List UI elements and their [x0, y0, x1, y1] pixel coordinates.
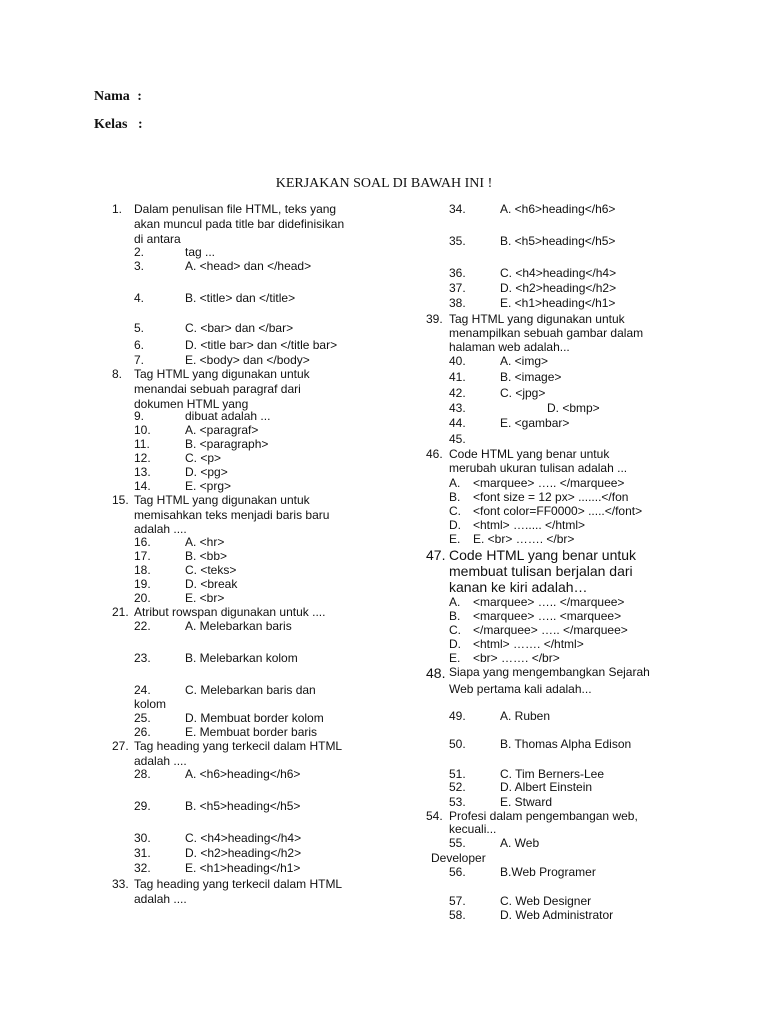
question-number: 18.	[134, 563, 151, 577]
question-text: menampilkan sebuah gambar dalam	[449, 326, 644, 340]
question-number: 53.	[449, 795, 466, 809]
question-number: 51.	[449, 767, 466, 781]
question-text: E. <h1>heading</h1>	[185, 861, 301, 875]
question-text: Tag HTML yang digunakan untuk	[134, 367, 310, 381]
question-text: menandai sebuah paragraf dari	[134, 382, 301, 396]
question-number: 17.	[134, 549, 151, 563]
question-text: adalah ....	[134, 754, 187, 768]
question-text: B.Web Programer	[500, 865, 596, 879]
question-text: D.	[449, 637, 461, 651]
question-text: <html> …..... </html>	[473, 518, 586, 532]
question-text: C. <p>	[185, 451, 222, 465]
question-number: 28.	[134, 767, 151, 781]
question-text: adalah ....	[134, 522, 187, 536]
question-text: C. <h4>heading</h4>	[500, 266, 617, 280]
question-number: 50.	[449, 737, 466, 751]
question-number: 8.	[112, 367, 123, 381]
question-text: membuat tulisan berjalan dari	[449, 563, 633, 579]
question-text: <font color=FF0000> .....</font>	[473, 504, 643, 518]
question-number: 1.	[112, 202, 123, 216]
question-text: A. Melebarkan baris	[185, 619, 292, 633]
question-text: di antara	[134, 232, 181, 246]
question-text: halaman web adalah...	[449, 340, 570, 354]
question-text: Siapa yang mengembangkan Sejarah	[449, 665, 650, 679]
question-number: 5.	[134, 321, 145, 335]
question-number: 15.	[112, 493, 129, 507]
question-text: Atribut rowspan digunakan untuk ....	[134, 605, 326, 619]
question-text: C. Tim Berners-Lee	[500, 767, 605, 781]
question-number: 23.	[134, 651, 151, 665]
question-number: 48.	[426, 665, 446, 681]
question-number: 2.	[134, 245, 145, 259]
question-number: 10.	[134, 423, 151, 437]
question-number: 6.	[134, 338, 145, 352]
question-number: 43.	[449, 401, 466, 415]
question-number: 32.	[134, 861, 151, 875]
question-text: <br> ……. </br>	[473, 651, 560, 665]
question-number: 29.	[134, 799, 151, 813]
question-text: </marquee> ….. </marquee>	[473, 623, 628, 637]
question-number: 38.	[449, 296, 466, 310]
question-text: memisahkan teks menjadi baris baru	[134, 508, 330, 522]
question-text: D. <pg>	[185, 465, 228, 479]
question-number: 41.	[449, 370, 466, 384]
question-text: E. <gambar>	[500, 416, 570, 430]
question-text: Developer	[431, 851, 486, 865]
question-number: 35.	[449, 234, 466, 248]
page-title: KERJAKAN SOAL DI BAWAH INI !	[275, 176, 493, 191]
question-text: tag ...	[185, 245, 216, 259]
question-text: <marquee> ….. <marquee>	[473, 609, 622, 623]
question-number: 57.	[449, 894, 466, 908]
nama-label: Nama :	[94, 89, 142, 104]
question-text: Code HTML yang benar untuk	[449, 447, 610, 461]
question-number: 30.	[134, 831, 151, 845]
question-text: E.	[449, 532, 461, 546]
question-number: 4.	[134, 291, 145, 305]
question-text: <marquee> ….. </marquee>	[473, 595, 625, 609]
question-text: D. Membuat border kolom	[185, 711, 324, 725]
question-text: dibuat adalah ...	[185, 409, 271, 423]
question-number: 16.	[134, 535, 151, 549]
question-text: C. <teks>	[185, 563, 237, 577]
question-text: B. <h5>heading</h5>	[185, 799, 301, 813]
question-text: kecuali...	[449, 822, 497, 836]
question-text: B. <paragraph>	[185, 437, 269, 451]
question-number: 27.	[112, 739, 129, 753]
question-text: A.	[449, 476, 461, 490]
question-text: A. <img>	[500, 354, 549, 368]
question-number: 52.	[449, 780, 466, 794]
question-text: Code HTML yang benar untuk	[449, 547, 637, 563]
question-text: dokumen HTML yang	[134, 397, 249, 411]
question-number: 55.	[449, 836, 466, 850]
question-number: 56.	[449, 865, 466, 879]
question-number: 24.	[134, 683, 151, 697]
question-text: E. <br> ……. </br>	[473, 532, 575, 546]
question-text: B. Melebarkan kolom	[185, 651, 298, 665]
question-text: adalah ....	[134, 892, 187, 906]
question-text: B. <image>	[500, 370, 562, 384]
question-text: Web pertama kali adalah...	[449, 682, 592, 696]
question-text: D. <title bar> dan </title bar>	[185, 338, 338, 352]
question-text: A. <head> dan </head>	[185, 259, 312, 273]
question-text: kanan ke kiri adalah…	[449, 579, 588, 595]
question-text: B.	[449, 609, 461, 623]
question-number: 39.	[426, 312, 443, 326]
question-number: 26.	[134, 725, 151, 739]
question-text: <html> ……. </html>	[473, 637, 584, 651]
question-number: 58.	[449, 908, 466, 922]
question-number: 42.	[449, 386, 466, 400]
question-text: E. Membuat border baris	[185, 725, 318, 739]
question-text: Tag heading yang terkecil dalam HTML	[134, 739, 343, 753]
question-text: B. <title> dan </title>	[185, 291, 296, 305]
question-number: 47.	[426, 547, 446, 563]
question-text: Tag HTML yang digunakan untuk	[134, 493, 310, 507]
question-text: E. Stward	[500, 795, 553, 809]
question-text: B. <h5>heading</h5>	[500, 234, 616, 248]
question-text: merubah ukuran tulisan adalah ...	[449, 461, 628, 475]
question-text: D.	[449, 518, 461, 532]
question-number: 49.	[449, 709, 466, 723]
question-text: Dalam penulisan file HTML, teks yang	[134, 202, 337, 216]
question-text: B. Thomas Alpha Edison	[500, 737, 632, 751]
question-number: 7.	[134, 353, 145, 367]
question-text: <marquee> ….. </marquee>	[473, 476, 625, 490]
question-text: D. <bmp>	[547, 401, 600, 415]
question-number: 22.	[134, 619, 151, 633]
question-text: E.	[449, 651, 461, 665]
question-text: D. <h2>heading</h2>	[185, 846, 302, 860]
question-text: C. <h4>heading</h4>	[185, 831, 302, 845]
question-text: A. <paragraf>	[185, 423, 259, 437]
question-number: 36.	[449, 266, 466, 280]
question-text: <font size = 12 px> .......</fon	[473, 490, 629, 504]
question-number: 20.	[134, 591, 151, 605]
question-text: A. Web	[500, 836, 540, 850]
question-text: C.	[449, 623, 461, 637]
question-number: 46.	[426, 447, 443, 461]
question-text: B. <bb>	[185, 549, 228, 563]
question-number: 54.	[426, 809, 443, 823]
question-text: D. <break	[185, 577, 238, 591]
question-text: C. <jpg>	[500, 386, 546, 400]
question-text: B.	[449, 490, 461, 504]
question-number: 40.	[449, 354, 466, 368]
question-text: D. Albert Einstein	[500, 780, 593, 794]
question-number: 45.	[449, 432, 466, 446]
question-text: A.	[449, 595, 461, 609]
question-text: C. Melebarkan baris dan	[185, 683, 316, 697]
question-text: Tag HTML yang digunakan untuk	[449, 312, 625, 326]
question-text: D. <h2>heading</h2>	[500, 281, 617, 295]
question-number: 25.	[134, 711, 151, 725]
question-text: D. Web Administrator	[500, 908, 614, 922]
question-text: Tag heading yang terkecil dalam HTML	[134, 877, 343, 891]
question-text: E. <prg>	[185, 479, 232, 493]
question-number: 33.	[112, 877, 129, 891]
question-text: Profesi dalam pengembangan web,	[449, 809, 638, 823]
question-number: 37.	[449, 281, 466, 295]
kelas-label: Kelas :	[94, 117, 143, 132]
question-text: kolom	[134, 697, 167, 711]
question-number: 11.	[134, 437, 150, 451]
question-number: 31.	[134, 846, 151, 860]
question-number: 14.	[134, 479, 151, 493]
question-text: A. <h6>heading</h6>	[185, 767, 301, 781]
question-text: A. <h6>heading</h6>	[500, 202, 616, 216]
question-number: 9.	[134, 409, 145, 423]
question-text: A. <hr>	[185, 535, 225, 549]
question-text: A. Ruben	[500, 709, 551, 723]
question-text: E. <body> dan </body>	[185, 353, 310, 367]
question-number: 12.	[134, 451, 151, 465]
question-text: C.	[449, 504, 461, 518]
question-number: 13.	[134, 465, 151, 479]
question-number: 21.	[112, 605, 129, 619]
question-text: E. <h1>heading</h1>	[500, 296, 616, 310]
question-number: 44.	[449, 416, 466, 430]
question-text: E. <br>	[185, 591, 225, 605]
question-number: 19.	[134, 577, 151, 591]
question-text: akan muncul pada title bar didefinisikan	[134, 217, 345, 231]
question-number: 3.	[134, 259, 145, 273]
question-number: 34.	[449, 202, 466, 216]
question-text: C. Web Designer	[500, 894, 592, 908]
question-text: C. <bar> dan </bar>	[185, 321, 294, 335]
